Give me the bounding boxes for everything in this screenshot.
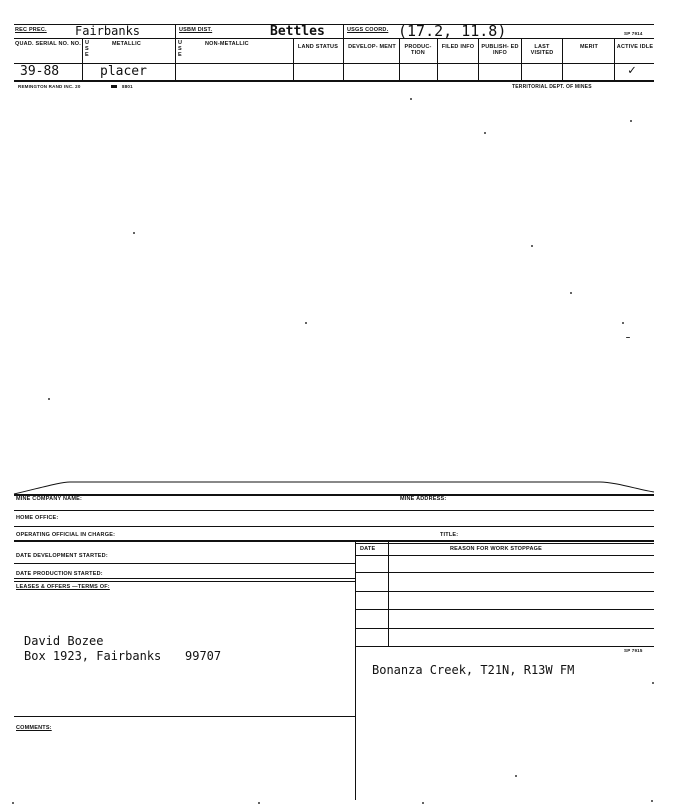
date-production-label: DATE PRODUCTION STARTED:	[16, 571, 103, 577]
printer-mark	[111, 85, 117, 88]
owner-address: Box 1923, Fairbanks	[24, 649, 162, 663]
col-land-status: LAND STATUS	[297, 44, 339, 50]
col-metallic: METALLIC	[112, 41, 141, 47]
usgs-coord-label: USGS COORD.	[347, 27, 389, 33]
col-published-info: PUBLISH- ED INFO	[481, 44, 519, 56]
col-quad-serial: QUAD. SERIAL NO. NO.	[15, 41, 81, 47]
owner-zip: 99707	[185, 649, 222, 663]
printer-credit: REMINGTON RAND INC. 20	[18, 84, 81, 89]
operating-official-label: OPERATING OFFICIAL IN CHARGE:	[16, 532, 116, 538]
comments-label: COMMENTS:	[16, 725, 52, 731]
col-merit: MERIT	[579, 44, 599, 50]
col-last-visited: LAST VISITED	[530, 44, 554, 56]
usbm-dist-label: USBM DIST.	[179, 27, 213, 33]
owner-name: David Bozee	[24, 634, 104, 648]
form-number-bottom: SP 7915	[624, 648, 643, 653]
active-idle-mark: ✓	[628, 63, 636, 78]
home-office-label: HOME OFFICE:	[16, 515, 59, 521]
leases-offers-label: LEASES & OFFERS —TERMS OF:	[16, 584, 110, 590]
mine-company-label: MINE COMPANY NAME:	[16, 496, 83, 502]
col-production: PRODUC- TION	[404, 44, 432, 56]
location-description: Bonanza Creek, T21N, R13W FM	[372, 663, 575, 677]
date-column-header: DATE	[360, 546, 376, 552]
quad-serial-value: 39-88	[20, 64, 60, 79]
usbm-dist-value: Bettles	[270, 24, 325, 39]
col-non-metallic: NON-METALLIC	[205, 41, 249, 47]
form-number-top: SP 7914	[624, 31, 643, 36]
col-use-2: U S E	[178, 40, 183, 58]
col-active-idle: ACTIVE IDLE	[616, 44, 654, 50]
col-filed-info: FILED INFO	[441, 44, 475, 50]
printer-code: 8801	[122, 84, 133, 89]
mine-address-label: MINE ADDRESS:	[400, 496, 447, 502]
rec-prec-label: REC PREC.	[15, 27, 47, 33]
reason-column-header: REASON FOR WORK STOPPAGE	[450, 546, 542, 552]
date-development-label: DATE DEVELOPMENT STARTED:	[16, 553, 108, 559]
col-development: DEVELOP- MENT	[348, 44, 396, 50]
tab-edge-line	[0, 476, 678, 496]
metallic-value: placer	[100, 64, 147, 79]
department-name: TERRITORIAL DEPT. OF MINES	[512, 84, 592, 90]
usgs-coord-value: (17.2, 11.8)	[398, 22, 507, 40]
rec-prec-value: Fairbanks	[75, 24, 141, 38]
title-label: TITLE:	[440, 532, 459, 538]
col-use-1: U S E	[85, 40, 90, 58]
